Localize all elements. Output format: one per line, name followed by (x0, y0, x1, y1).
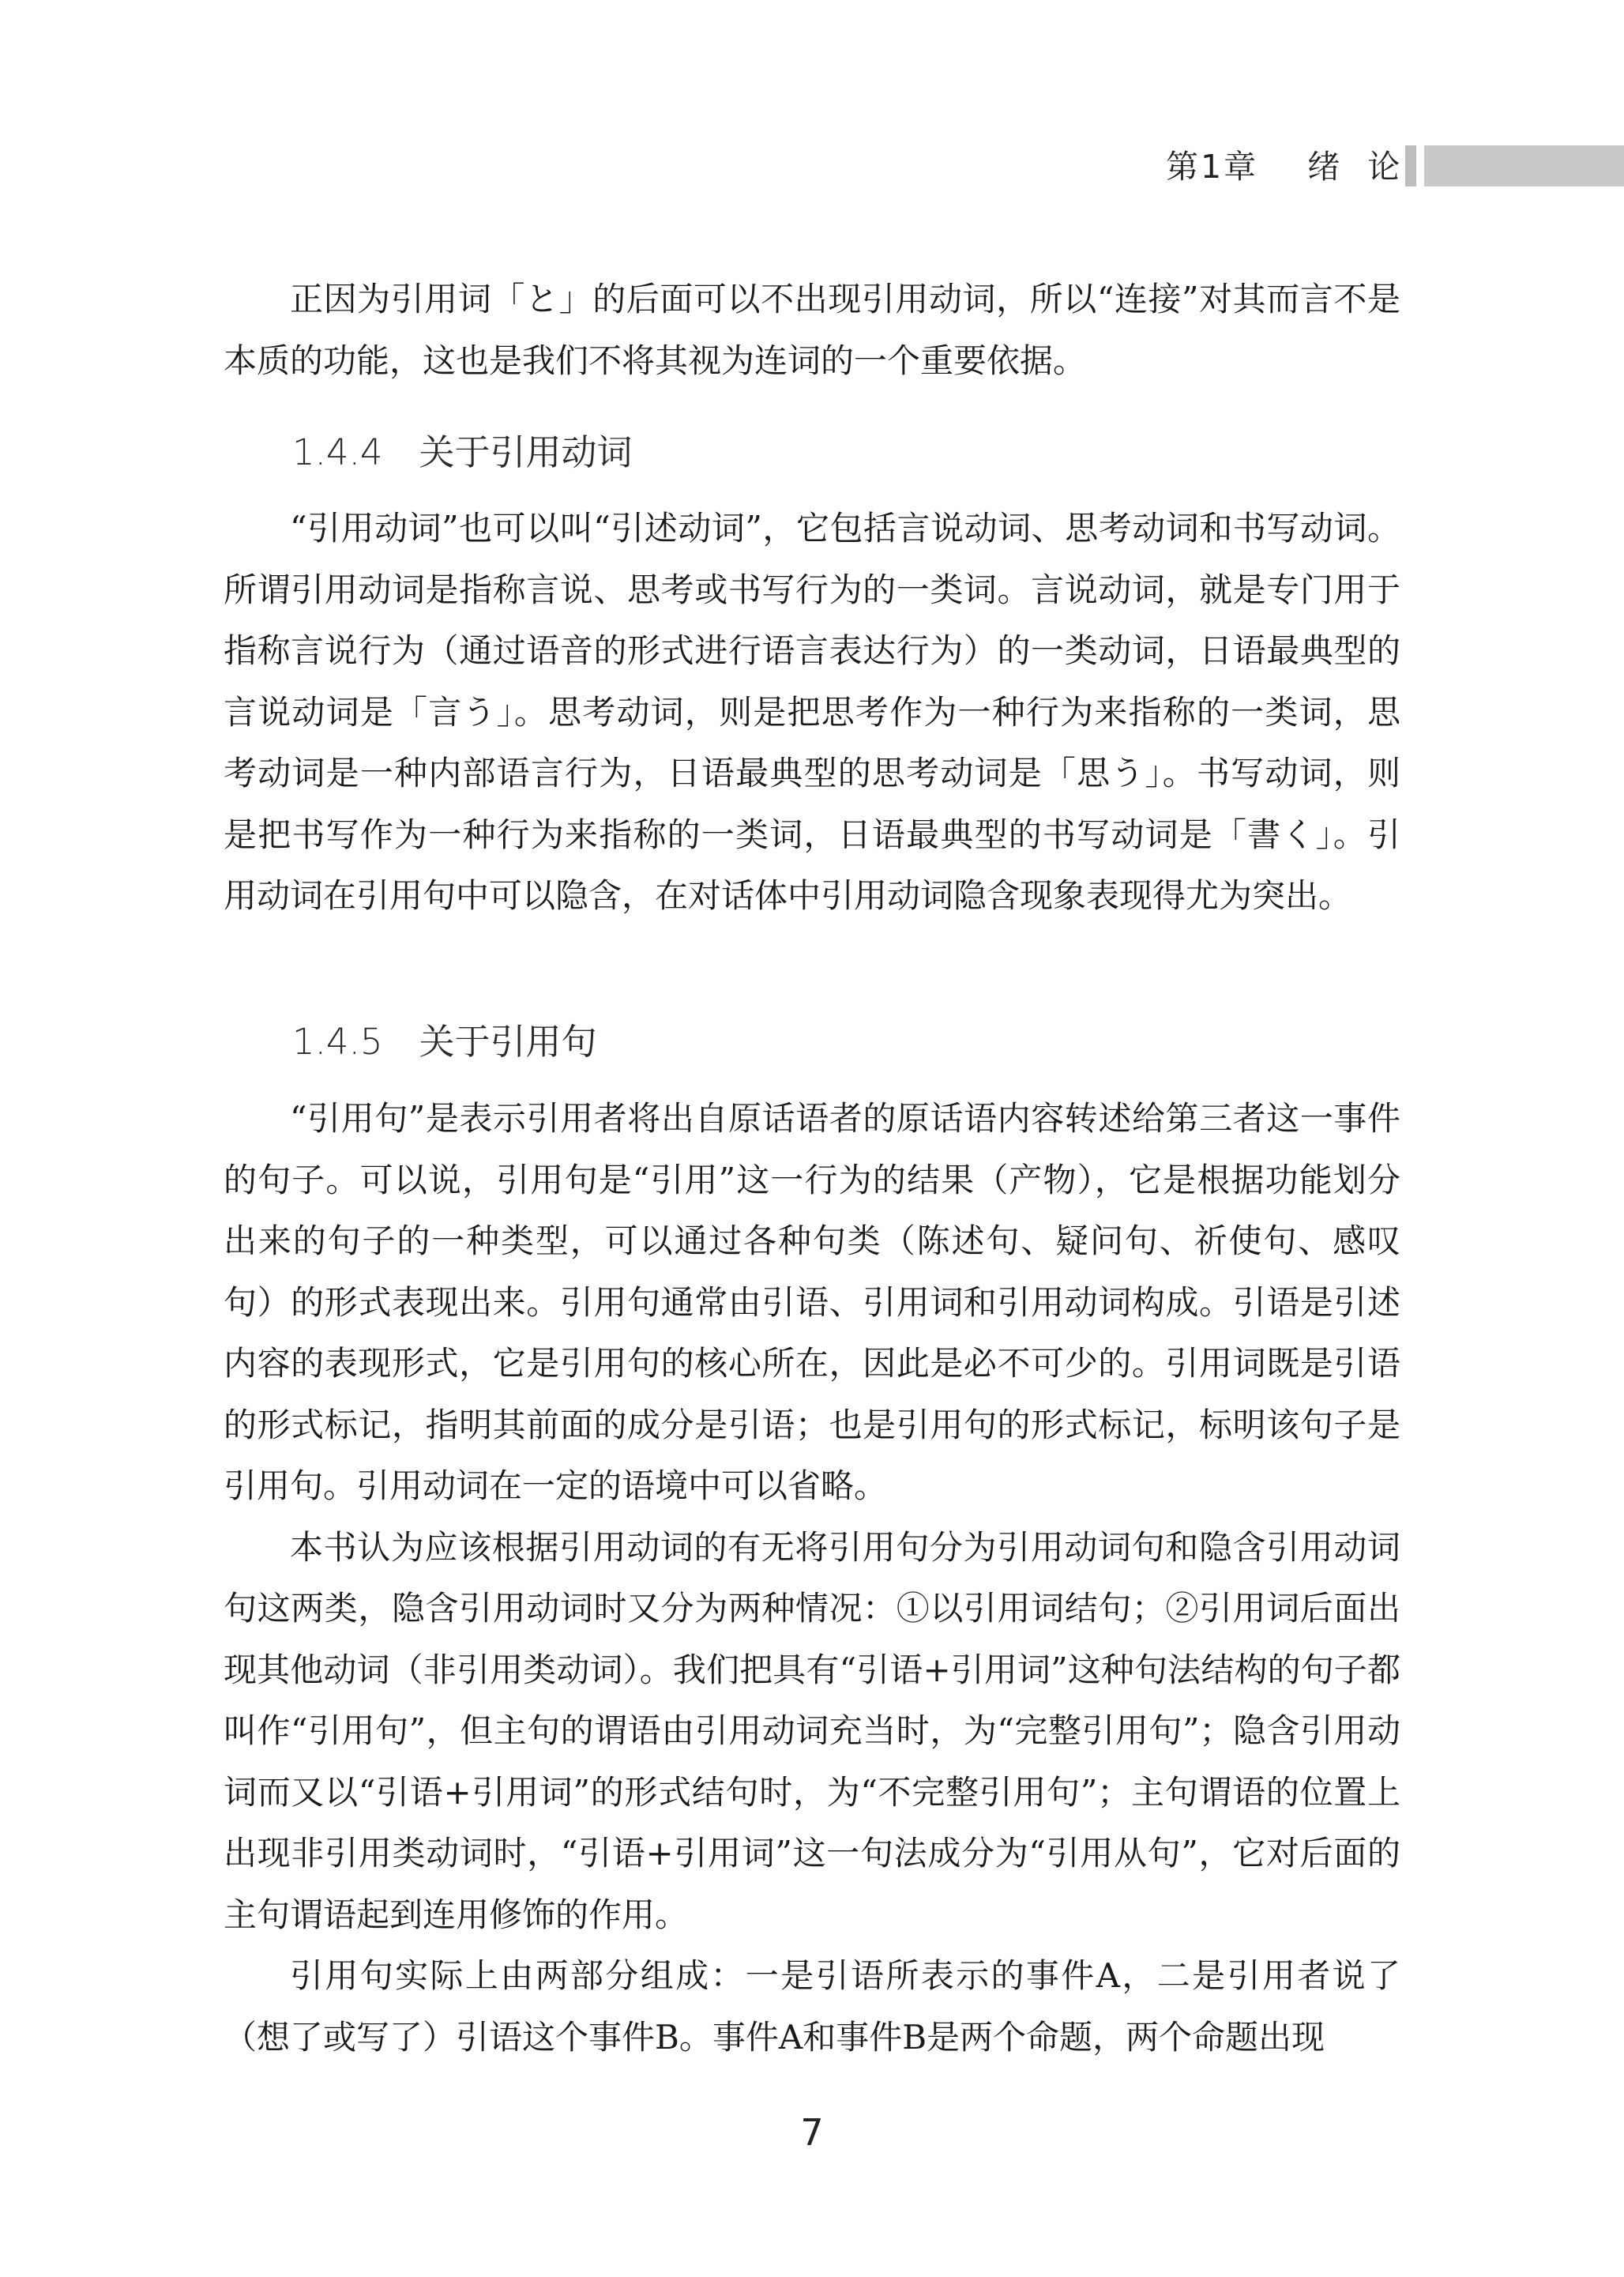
chapter-number: 第1章 (1166, 148, 1259, 186)
paragraph: 引用句实际上由两部分组成：一是引语所表示的事件A，二是引用者说了（想了或写了）引语这个事件B。事件A和事件B是两个命题，两个命题出现 (224, 1956, 1400, 2057)
section-title: 关于引用动词 (419, 431, 633, 473)
intro-text (224, 269, 1400, 391)
section-number: 1.4.4 (292, 431, 383, 473)
header-decoration-bar (1416, 145, 1624, 186)
page-number: 7 (800, 2111, 824, 2154)
paragraph: “引用动词”也可以叫“引述动词”，它包括言说动词、思考动词和书写动词。所谓引用动词是指称言说、思考或书写行为的一类词。言说动词，就是专门用于指称言说行为（通过语音的形式进行语言表达行为）的一类动词，日语最典型的言说动词是「言う」。思考动词，则是把思考作为一种行为来指称的一类词，思考动词是一种内部语言行为，日语最典型的思考动词是「思う」。书写动词，则是把书写作为一种行为来指称的一类词，日语最典型的书写动词是「書く」。引用动词在引用句中可以隐含，在对话体中引用动词隐含现象表现得尤为突出。 (224, 509, 1400, 915)
section-1-4-4-body (224, 498, 1400, 927)
chapter-header (1166, 141, 1402, 187)
paragraph: 正因为引用词「と」的后面可以不出现引用动词，所以“连接”对其而言不是本质的功能，这也是我们不将其视为连词的一个重要依据。 (224, 280, 1400, 380)
paragraph: 本书认为应该根据引用动词的有无将引用句分为引用动词句和隐含引用动词句这两类，隐含引用动词时又分为两种情况：①以引用词结句；②引用词后面出现其他动词（非引用类动词）。我们把具有“引语+引用词”这种句法结构的句子都叫作“引用句”，但主句的谓语由引用动词充当时，为“完整引用句”；隐含引用动词而又以“引语+引用词”的形式结句时，为“不完整引用句”；主句谓语的位置上出现非引用类动词时，“引语+引用词”这一句法成分为“引用从句”，它对后面的主句谓语起到连用修饰的作用。 (224, 1527, 1400, 1934)
chapter-title: 绪 论 (1307, 148, 1403, 186)
section-heading-1-4-4 (292, 423, 633, 475)
section-number: 1.4.5 (292, 1021, 383, 1063)
section-heading-1-4-5 (292, 1013, 597, 1064)
section-title: 关于引用句 (419, 1021, 597, 1063)
section-1-4-5-body (224, 1088, 1400, 2068)
paragraph: “引用句”是表示引用者将出自原话语者的原话语内容转述给第三者这一事件的句子。可以说，引用句是“引用”这一行为的结果（产物），它是根据功能划分出来的句子的一种类型，可以通过各种句类（陈述句、疑问句、祈使句、感叹句）的形式表现出来。引用句通常由引语、引用词和引用动词构成。引语是引述内容的表现形式，它是引用句的核心所在，因此是必不可少的。引用词既是引语的形式标记，指明其前面的成分是引语；也是引用句的形式标记，标明该句子是引用句。引用动词在一定的语境中可以省略。 (224, 1099, 1400, 1505)
